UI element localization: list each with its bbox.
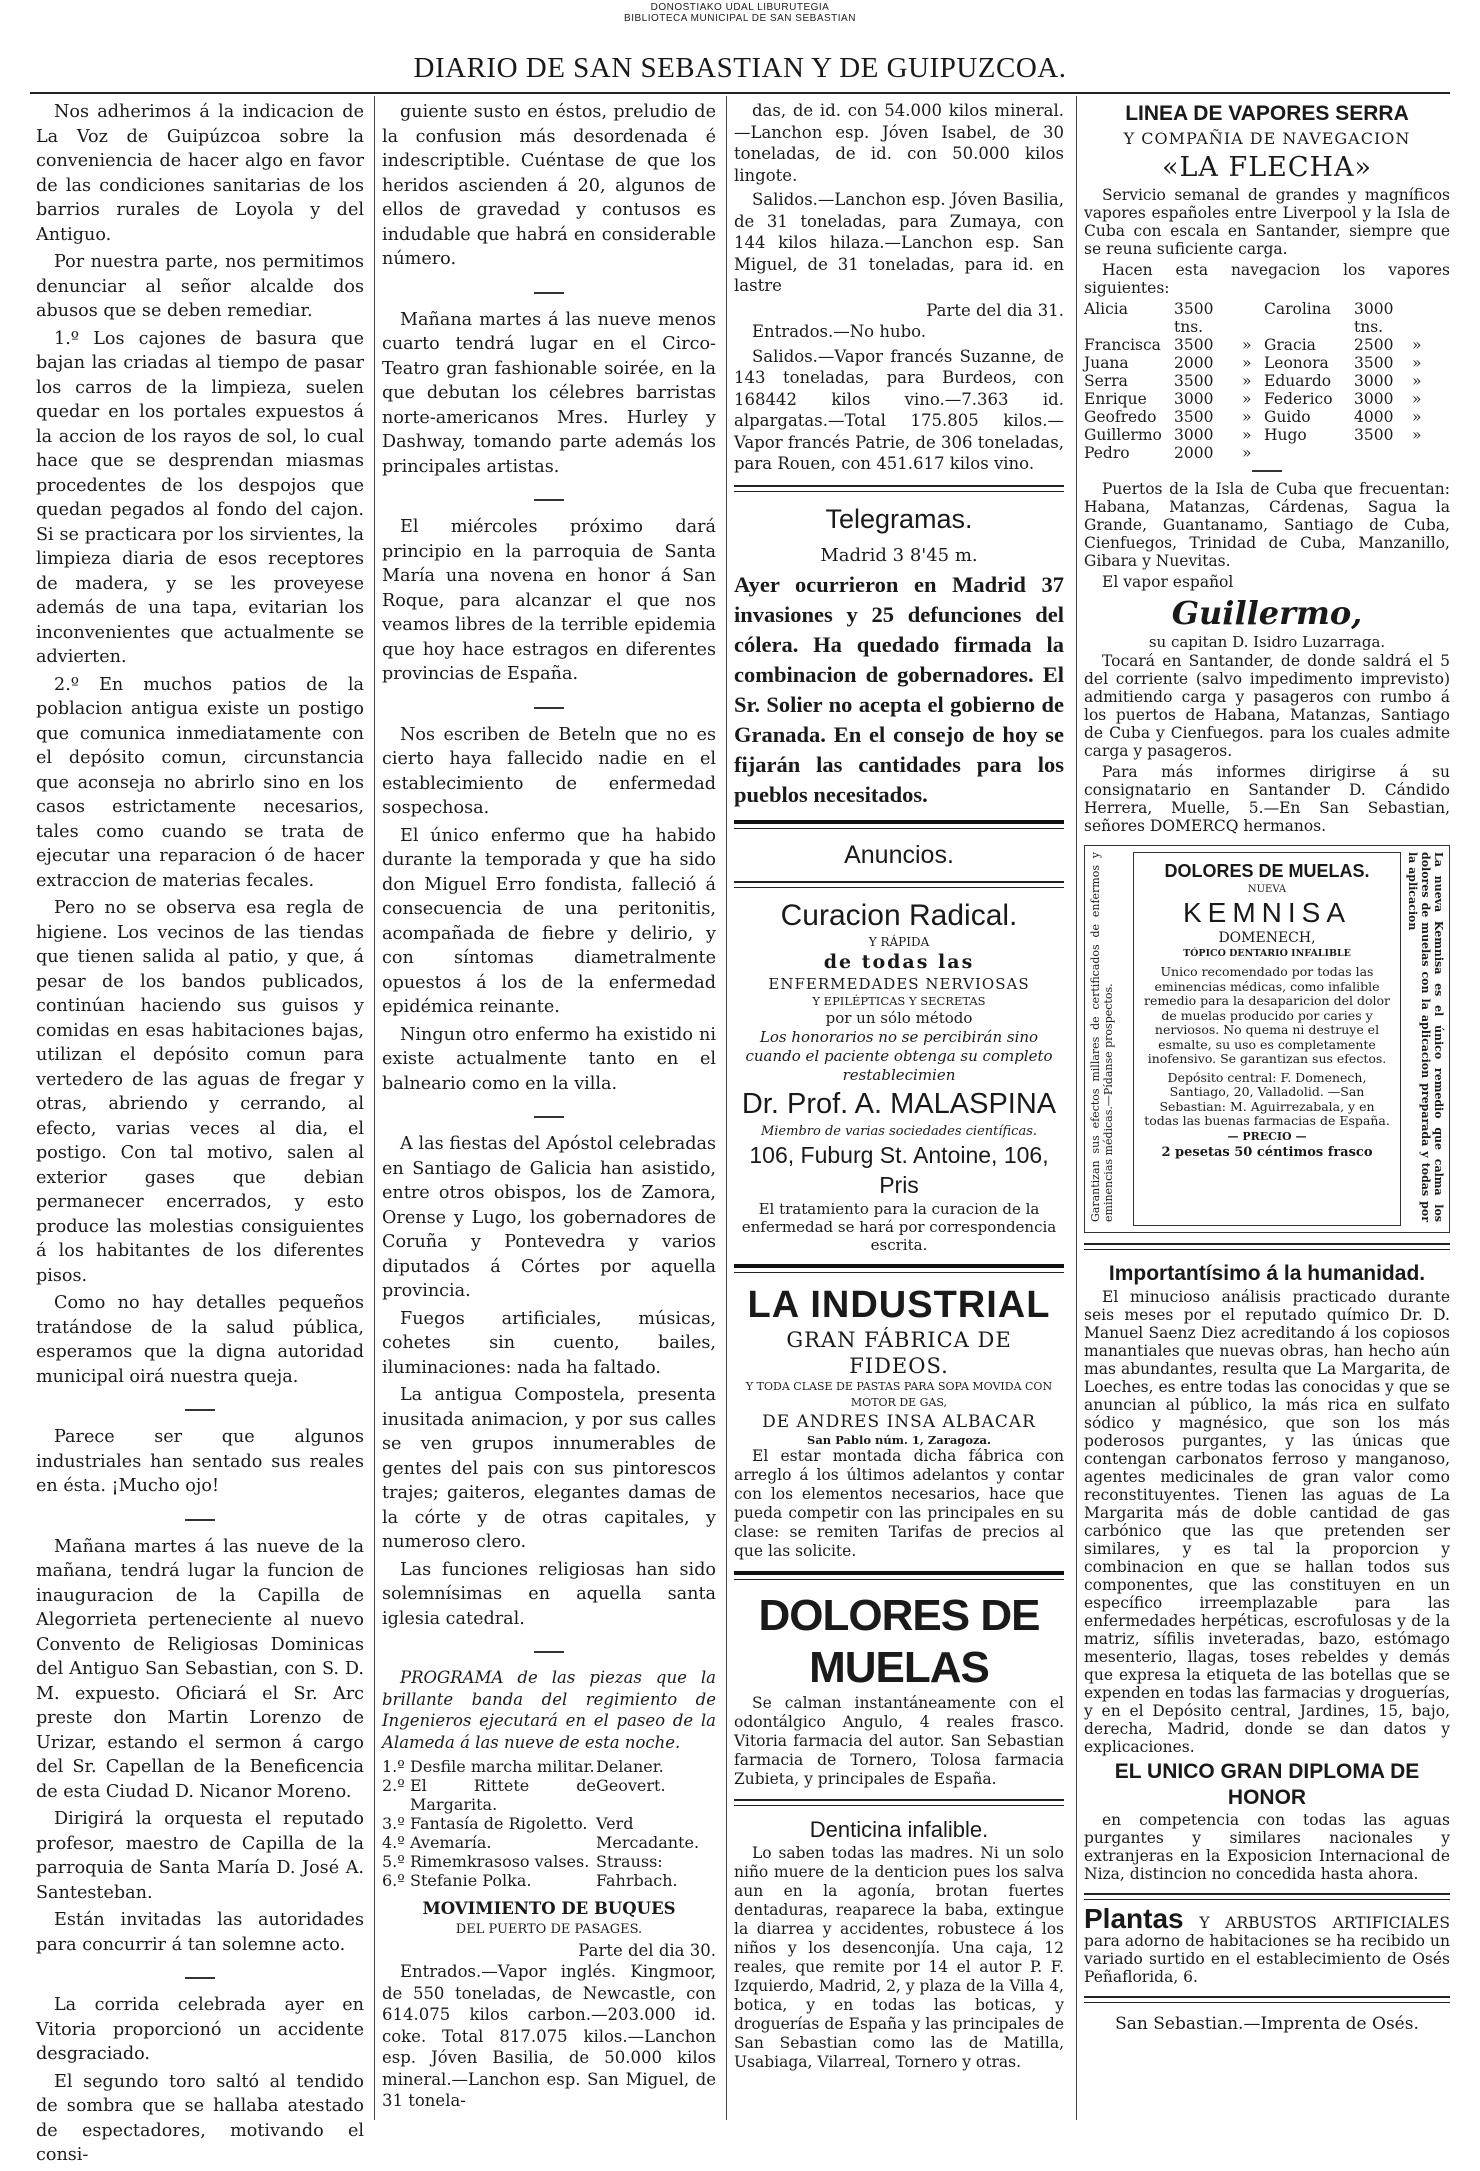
stamp-line-1: DONOSTIAKO UDAL LIBURUTEGIA	[650, 2, 830, 13]
section-rule	[734, 820, 1064, 829]
article-paragraph: Nos escriben de Beteln que no es cierto haya fallecido nadie en el establecimiento de enfermedad sospechosa.	[382, 724, 716, 818]
ad-curacion-line: de todas las	[823, 950, 975, 973]
program-number: 2.º	[382, 1776, 405, 1795]
column-divider-3	[1076, 96, 1077, 2120]
ad-curacion-member: Miembro de varias sociedades científicas.	[760, 1123, 1038, 1139]
telegram-date: Madrid 3 8'45 m.	[820, 544, 978, 566]
fleet-cell: 4000	[1354, 408, 1394, 426]
ad-margarita-text: El minucioso análisis practicado durante seis meses por el reputado químico Dr. D. Manuel Saenz Diez acreditando á los copiosos manantiales que nuevas obras, han hecho aún mas abundantes, resulta que La Margarita, de Loeches, es entre todas las conocidas y que se anuncian al público, la más rica en sulfato sódico y magnésico, que son los más poderosos purgantes, y las únicas que contengan carbonatos ferroso y manganoso, agentes medicinales de gran valor como reconstituyentes. Tienen las aguas de La Margarita más de doble cantidad de gas carbónico que las que pretenden ser similares, y es tal la proporcion y combinacion en que se hallan todos sus componentes, que las constituyen en un específico irreemplazable para las enfermedades herpéticas, escrofulosas y de la matriz, sífilis inveteradas, bazo, estómago mesenterio, llagas, toses rebeldes y demás que expresa la etiqueta de las botellas que se expenden en todas las farmacias y droguerías, y en el Depósito central, Jardines, 15, bajo, derecha, Madrid, donde se dan datos y explicaciones.	[1084, 1288, 1450, 1756]
fleet-cell: »	[1242, 354, 1252, 372]
stamp-line-2: BIBLIOTECA MUNICIPAL DE SAN SEBASTIAN	[624, 13, 856, 24]
ad-industrial-subtitle: GRAN FÁBRICA DE FIDEOS.	[786, 1327, 1012, 1378]
fleet-cell: 3000	[1174, 390, 1214, 408]
fleet-cell: Juana	[1084, 354, 1129, 372]
program-author: Delaner.	[596, 1757, 664, 1776]
article-paragraph: El único enfermo que ha habido durante la temporada y que ha sido don Miguel Erro fondista, falleció á consecuencia de una peritonitis, acompañada de fiebre y delirio, y con síntomas diametralmente opuestos á los de la enfermedad epidémica reinante.	[382, 825, 716, 1017]
ad-kemnisa-new: NUEVA	[1247, 884, 1287, 895]
fleet-cell	[1412, 444, 1432, 462]
shipping-paragraph: Entrados.—No hubo.	[752, 322, 927, 341]
fleet-cell: Guillermo	[1084, 426, 1162, 444]
telegram-text: Ayer ocurrieron en Madrid 37 invasiones y 25 defunciones del cólera. Ha quedado firmada la combinacion de gobernadores. El Sr. Solier no acepta el gobierno de Granada. En el consejo de hoy se fijarán las cantidades para los pueblos necesitados.	[734, 571, 1064, 807]
ad-dolores-title: DOLORES DE MUELAS	[758, 1590, 1040, 1692]
article-separator	[534, 707, 564, 709]
ad-serra-text: Para más informes dirigirse á su consignatario en Santander D. Cándido Herrera, Muelle, 5.—En San Sebastian, señores DOMERCQ hermanos.	[1084, 763, 1450, 835]
ad-kemnisa-price: 2 pesetas 50 céntimos frasco	[1161, 1144, 1373, 1160]
ad-diploma-title: EL UNICO GRAN DIPLOMA DE HONOR	[1114, 1760, 1420, 1809]
ad-serra-text: Puertos de la Isla de Cuba que frecuentan: Habana, Matanzas, Cárdenas, Sagua la Grande, Guantanamo, Santiago de Cuba, Cienfuegos, Trinidad de Cuba, Manzanillo, Gibara y Nuevitas.	[1084, 480, 1450, 570]
ad-industrial-line: San Pablo núm. 1, Zaragoza.	[807, 1432, 991, 1447]
fleet-cell: »	[1412, 390, 1422, 408]
ad-kemnisa-box	[1084, 845, 1450, 1233]
fleet-cell	[1412, 300, 1432, 336]
fleet-cell: Hugo	[1264, 426, 1307, 444]
fleet-cell: Enrique	[1084, 390, 1147, 408]
fleet-cell: »	[1242, 390, 1252, 408]
fleet-cell: 3000 tns.	[1354, 300, 1394, 336]
ad-industrial-line: DE ANDRES INSA ALBACAR	[762, 1411, 1036, 1432]
column-4	[1084, 100, 1450, 2035]
fleet-cell: 3500	[1174, 372, 1214, 390]
program-row	[382, 1852, 716, 1871]
program-piece: Fantasía de Rigoletto.	[410, 1814, 588, 1833]
ad-serra-flecha: «LA FLECHA»	[1161, 152, 1373, 183]
movement-title: MOVIMIENTO DE BUQUES	[422, 1899, 676, 1918]
article-paragraph: Por nuestra parte, nos permitimos denunciar al señor alcalde dos abusos que se deben remediar.	[36, 252, 364, 321]
article-paragraph: El segundo toro saltó al tendido de sombra que se hallaba atestado de espectadores, motivando el consi-	[36, 2071, 364, 2165]
ad-margarita-title: Importantísimo á la humanidad.	[1108, 1262, 1426, 1285]
fleet-cell: »	[1242, 372, 1252, 390]
program-row	[382, 1833, 716, 1852]
article-separator	[534, 292, 564, 294]
fleet-table	[1084, 300, 1450, 462]
fleet-cell: Gracia	[1264, 336, 1316, 354]
fleet-cell: »	[1412, 372, 1422, 390]
fleet-cell: Leonora	[1264, 354, 1329, 372]
shipping-paragraph: das, de id. con 54.000 kilos mineral.—Lanchon esp. Jóven Isabel, de 30 toneladas, de id. con 50.000 kilos lingote.	[734, 101, 1064, 185]
article-paragraph: Parece ser que algunos industriales han sentado sus reales en ésta. ¡Mucho ojo!	[36, 1427, 364, 1496]
fleet-cell: »	[1242, 426, 1252, 444]
fleet-cell: 2000	[1174, 354, 1214, 372]
program-number: 1.º	[382, 1757, 405, 1776]
ad-curacion-address: 106, Fuburg St. Antoine, 106, Pris	[749, 1141, 1049, 1198]
fleet-cell	[1264, 444, 1354, 462]
fleet-cell: Serra	[1084, 372, 1128, 390]
column-1	[36, 100, 364, 2171]
ad-serra-subtitle: Y COMPAÑIA DE NAVEGACION	[1123, 129, 1411, 148]
article-paragraph: Nos adherimos á la indicacion de La Voz de Guipúzcoa sobre la conveniencia de hacer algo en favor de las condiciones sanitarias de los barrios rurales de Loyola y del Antiguo.	[36, 102, 364, 245]
section-rule	[734, 881, 1064, 888]
article-paragraph: 1.º Los cajones de basura que bajan las criadas al tiempo de pasar los carros de la limpieza, suelen quedar en los portales expuestos á la accion de los rayos de sol, lo cual hace que se desprendan miasmas procedentes de los despojos que quedan pegados al fondo del cajon. Si se practicara por los sirvientes, la limpieza diaria de esos receptores de madera, y se les proveyese además de una tapa, evitarian los inconvenientes que actualmente se advierten.	[36, 328, 364, 667]
program-number: 3.º	[382, 1814, 405, 1833]
fleet-cell: »	[1412, 408, 1422, 426]
program-piece: El Rittete de Margarita.	[410, 1776, 596, 1814]
article-paragraph: guiente susto en éstos, preludio de la confusion más desordenada é indescriptible. Cuéntase de que los heridos ascienden á 20, algunos de ellos de gravedad y contusos es indudable que habrá en considerable número.	[382, 102, 716, 269]
ad-industrial-text: El estar montada dicha fábrica con arreglo á los últimos adelantos y contar con los elementos necesarios, hace que pueda competir con las principales en su clase: se remiten Tarifas de precios al que las solicite.	[734, 1446, 1064, 1560]
ad-kemnisa-depot: Depósito central: F. Domenech, Santiago, 20, Valladolid. —San Sebastian: M. Aguirrezabala, y en todas las buenas farmacias de España.	[1144, 1069, 1390, 1128]
fleet-cell: 2000	[1174, 444, 1214, 462]
ad-kemnisa-brand: KEMNISA	[1182, 897, 1352, 928]
ad-kemnisa-tag: TÓPICO DENTARIO INFALIBLE	[1183, 948, 1351, 959]
fleet-cell: 3000	[1354, 372, 1394, 390]
ad-kemnisa-side-right: La nueva Kemnisa es el único remedio que calma los dolores de muelas con la aplicacion preparada y todas por la aplicacion	[1406, 852, 1445, 1222]
fleet-cell: 3500	[1174, 408, 1214, 426]
ad-separator	[1252, 470, 1282, 472]
section-rule	[1084, 1996, 1450, 2003]
ad-curacion-line: El tratamiento para la curacion de la enfermedad se hará por correspondencia escrita.	[741, 1199, 1057, 1254]
program-author: Strauss:	[596, 1852, 663, 1871]
fleet-cell: 2500	[1354, 336, 1394, 354]
fleet-cell: »	[1412, 336, 1422, 354]
ad-industrial-title: LA INDUSTRIAL	[747, 1283, 1051, 1326]
program-row	[382, 1776, 716, 1814]
ad-curacion-line: Los honorarios no se percibirán sino cuando el paciente obtenga su completo restablecimien	[745, 1027, 1053, 1084]
program-author: Geovert.	[596, 1776, 666, 1795]
fleet-cell	[1354, 444, 1412, 462]
article-paragraph: Como no hay detalles pequeños tratándose de la salud pública, esperamos que la digna autoridad municipal oirá nuestra queja.	[36, 1293, 364, 1387]
program-row	[382, 1757, 716, 1776]
section-rule	[734, 1264, 1064, 1273]
program-piece: Rimemkrasoso valses.	[410, 1852, 590, 1871]
ad-curacion-line: Y RÁPIDA	[868, 934, 930, 949]
movement-date: Parte del dia 30.	[578, 1940, 716, 1960]
program-row	[382, 1871, 716, 1890]
article-separator	[185, 1977, 215, 1979]
ads-heading: Anuncios.	[844, 840, 954, 869]
ad-serra-title: LINEA DE VAPORES SERRA	[1125, 102, 1409, 125]
ad-curacion-line: Y EPILÉPTICAS Y SECRETAS	[812, 993, 986, 1008]
article-paragraph: La antigua Compostela, presenta inusitada animacion, y por sus calles se ven grupos innumerables de gentes del pais con sus pintorescos trajes; gaiteros, elegantes damas de la córte y de otras capitales, y numeroso clero.	[382, 1385, 716, 1552]
ad-kemnisa-inner	[1133, 852, 1401, 1226]
fleet-cell: Pedro	[1084, 444, 1130, 462]
article-paragraph: 2.º En muchos patios de la poblacion antigua existe un postigo que comunica inmediatamente con el depósito comun, circunstancia que aconseja no abrirlo sino en los casos estrictamente necesarios, tales como cuando se trata de ejecutar una reparacion ó de hacer extraccion de materias fecales.	[36, 674, 364, 891]
article-separator	[534, 499, 564, 501]
program-title: PROGRAMA de las piezas que la brillante banda del regimiento de Ingenieros ejecutará en el paseo de la Alameda á las nueve de esta noche.	[382, 1668, 716, 1752]
article-paragraph: Dirigirá la orquesta el reputado profesor, maestro de Capilla de la parroquia de Santa María D. José A. Santesteban.	[36, 1809, 364, 1903]
article-paragraph: Fuegos artificiales, músicas, cohetes sin cuento, bailes, iluminaciones: nada ha faltado.	[382, 1308, 716, 1378]
program-number: 5.º	[382, 1852, 405, 1871]
column-divider-1	[374, 96, 375, 2120]
section-rule	[1084, 1893, 1450, 1900]
fleet-cell: Geofredo	[1084, 408, 1157, 426]
program-author: Verd	[596, 1814, 634, 1833]
fleet-cell: »	[1412, 354, 1422, 372]
program-author: Mercadante.	[596, 1833, 700, 1852]
masthead-rule	[30, 92, 1450, 94]
article-separator	[534, 1116, 564, 1118]
ad-curacion-title: Curacion Radical.	[780, 898, 1018, 932]
article-paragraph: Las funciones religiosas han sido solemnísimas en aquella santa iglesia catedral.	[382, 1559, 716, 1629]
fleet-cell: 3000	[1354, 390, 1394, 408]
program-author: Fahrbach.	[596, 1871, 678, 1890]
program-number: 6.º	[382, 1871, 405, 1890]
ad-curacion-line: ENFERMEDADES NERVIOSAS	[768, 974, 1030, 993]
ad-kemnisa-price-label: — PRECIO —	[1227, 1129, 1307, 1143]
fleet-cell: 3000	[1174, 426, 1214, 444]
program-piece: Avemaría.	[410, 1833, 492, 1852]
article-separator	[534, 1651, 564, 1653]
ad-plants-title: Plantas	[1084, 1903, 1184, 1934]
ad-curacion-line: por un sólo método	[825, 1008, 973, 1027]
ad-industrial-line: Y TODA CLASE DE PASTAS PARA SOPA MOVIDA CON MOTOR DE GAS,	[745, 1379, 1053, 1409]
ad-dolores-text: Se calman instantáneamente con el odontálgico Angulo, 4 reales frasco. Vitoria farmacia del autor. San Sebastian farmacia de Tornero, Tolosa farmacia Zubieta, y principales de España.	[734, 1693, 1064, 1788]
article-paragraph: Mañana martes á las nueve de la mañana, tendrá lugar la funcion de inauguracion de la Capilla de Alegorrieta perteneciente al nuevo Convento de Religiosas Dominicas del Antiguo San Sebastian, con S. D. M. expuesto. Oficiará el Sr. Arc preste don Martin Lorenzo de Urizar, estando el sermon á cargo del Sr. Capellan de la Beneficencia de esta Ciudad D. Nicanor Moreno.	[36, 1536, 364, 1802]
column-divider-2	[726, 96, 727, 2120]
fleet-cell: Alicia	[1084, 300, 1128, 318]
telegrams-heading: Telegramas.	[825, 503, 973, 534]
section-rule	[734, 1799, 1064, 1806]
fleet-cell: 3500	[1354, 354, 1394, 372]
movement-subtitle: DEL PUERTO DE PASAGES.	[455, 1921, 643, 1937]
ad-kemnisa-side-left: Garantizan sus efectos millares de certificados de enfermos y eminencias médicas.—Pídanse prospectos.	[1089, 852, 1115, 1222]
ad-serra-ship: Guillermo,	[1171, 594, 1363, 632]
article-paragraph: La corrida celebrada ayer en Vitoria proporcionó un accidente desgraciado.	[36, 1995, 364, 2064]
ad-kemnisa-maker: DOMENECH,	[1218, 930, 1316, 946]
fleet-cell: 3500	[1174, 336, 1214, 354]
newspaper-masthead: DIARIO DE SAN SEBASTIAN Y DE GUIPUZCOA.	[413, 52, 1067, 84]
fleet-cell: 3500 tns.	[1174, 300, 1214, 336]
section-rule	[1084, 1243, 1450, 1250]
program-piece: Stefanie Polka.	[410, 1871, 532, 1890]
ad-serra-text: El vapor español	[1102, 573, 1234, 591]
ad-denticina-title: Denticina infalible.	[809, 1816, 989, 1842]
article-separator	[185, 1519, 215, 1521]
column-3	[734, 100, 1064, 2075]
fleet-cell: »	[1412, 426, 1422, 444]
fleet-cell: Eduardo	[1264, 372, 1332, 390]
program-list	[382, 1757, 716, 1890]
article-separator	[185, 1409, 215, 1411]
ad-plants-text: Y ARBUSTOS ARTIFICIALES para adorno de habitaciones se ha recibido un variado surtido en el establecimiento de Osés Peñaflorida, 6.	[1084, 1914, 1450, 1986]
fleet-cell: »	[1242, 408, 1252, 426]
fleet-cell: Federico	[1264, 390, 1333, 408]
fleet-cell: Guido	[1264, 408, 1311, 426]
ad-kemnisa-text: Unico recomendado por todas las eminencias médicas, como infalible remedio para la desaparicion del dolor de muelas producido por caries y nerviosos. No quema ni destruye el esmalte, su uso es completamente inofensivo. Se garantizan sus efectos.	[1143, 964, 1391, 1066]
ad-denticina-text: Lo saben todas las madres. Ni un solo niño muere de la denticion pues los salva aun en la agonía, brotan fuertes dentaduras, reaparece la baba, extingue la diarrea y accidentes, robustece á los niños y los desenconjía. Una caja, 12 reales, que remite por 14 el autor P. F. Izquierdo, Madrid, 2, y plaza de la Villa 4, botica, y en todas las boticas, y droguerías de España y las principales de San Sebastian como las de Matilla, Usabiaga, Vilarreal, Tornero y otras.	[734, 1843, 1064, 2071]
ad-serra-text: Tocará en Santander, de donde saldrá el 5 del corriente (salvo impedimento imprevisto) admitiendo carga y pasageros con rumbo á los puertos de Habana, Matanzas, Santiago de Cuba y Cienfuegos. para los cuales admite carga y pasageros.	[1084, 652, 1450, 760]
program-row	[382, 1814, 716, 1833]
program-number: 4.º	[382, 1833, 405, 1852]
article-paragraph: A las fiestas del Apóstol celebradas en Santiago de Galicia han asistido, entre otros obispos, los de Zamora, Orense y Lugo, los gobernadores de Coruña y Pontevedra y varios diputados á Córtes por aquella provincia.	[382, 1134, 716, 1301]
article-paragraph: Mañana martes á las nueve menos cuarto tendrá lugar en el Circo-Teatro gran fashionable soirée, en la que debutan los célebres barristas norte-americanos Mres. Hurley y Dashway, tomando parte además los principales artistas.	[382, 309, 716, 477]
shipping-date: Parte del dia 31.	[926, 300, 1064, 320]
ad-plants	[1084, 1903, 1450, 1986]
ad-serra-text: Servicio semanal de grandes y magníficos vapores españoles entre Liverpool y la Isla de Cuba con escala en Santander, siempre que se reuna suficiente carga.	[1084, 186, 1450, 258]
fleet-cell: »	[1242, 336, 1252, 354]
program-piece: Desfile marcha militar.	[410, 1757, 595, 1776]
article-paragraph: Están invitadas las autoridades para concurrir á tan solemne acto.	[36, 1910, 364, 1955]
shipping-paragraph: Salidos.—Vapor francés Suzanne, de 143 toneladas, para Burdeos, con 168442 kilos vino.—7.363 id. alpargatas.—Total 175.805 kilos.—Vapor francés Patrie, de 306 toneladas, para Rouen, con 451.617 kilos vino.	[734, 346, 1064, 473]
ad-diploma-text: en competencia con todas las aguas purgantes y similares nacionales y extranjeras en la Exposicion Internacional de Niza, distincion no concedida hasta ahora.	[1084, 1811, 1450, 1883]
article-paragraph: El miércoles próximo dará principio en la parroquia de Santa María una novena en honor á San Roque, para alcanzar el que nos veamos libres de la terrible epidemia que hoy hace estragos en diferentes provincias de España.	[382, 517, 716, 684]
shipping-paragraph: Salidos.—Lanchon esp. Jóven Basilia, de 31 toneladas, para Zumaya, con 144 kilos hilaza.—Lanchon esp. San Miguel, de 31 toneladas, para id. en lastre	[734, 190, 1064, 295]
ad-serra-text: Hacen esta navegacion los vapores siguientes:	[1084, 261, 1450, 297]
section-rule	[734, 1571, 1064, 1580]
fleet-cell	[1242, 300, 1264, 336]
fleet-cell: 3500	[1354, 426, 1394, 444]
ad-kemnisa-title: DOLORES DE MUELAS.	[1164, 861, 1370, 881]
section-rule	[734, 485, 1064, 492]
fleet-cell: Carolina	[1264, 300, 1331, 318]
ad-serra-captain: su capitan D. Isidro Luzarraga.	[1148, 633, 1386, 651]
article-paragraph: Ningun otro enfermo ha existido ni existe actualmente tanto en el balneario como en la villa.	[382, 1024, 716, 1094]
ad-curacion-doctor: Dr. Prof. A. MALASPINA	[741, 1087, 1057, 1120]
article-paragraph: Pero no se observa esa regla de higiene. Los vecinos de las tiendas que tienen salida al patio, y que, á pesar de los bandos publicados, continúan haciendo sus guisos y comidas en esas habitaciones bajas, utilizan el depósito comun para vertedero de las aguas de fregar y otras, abriendo y cerrando, al efecto, varias veces al dia, el postigo. Con tal motivo, salen al exterior gases que debian permanecer encerrados, y esto produce las molestias consiguientes á los habitantes de los diferentes pisos.	[36, 898, 364, 1286]
library-stamp	[0, 2, 1480, 24]
fleet-cell: »	[1242, 444, 1252, 462]
movement-text: Entrados.—Vapor inglés. Kingmoor, de 550 toneladas, de Newcastle, con 614.075 kilos carbon.—203.000 id. coke. Total 817.075 kilos.—Lanchon esp. Jóven Basilia, de 50.000 kilos mineral.—Lanchon esp. San Miguel, de 31 tonela-	[382, 1962, 716, 2110]
column-2	[382, 100, 716, 2115]
imprint: San Sebastian.—Imprenta de Osés.	[1115, 2014, 1419, 2034]
fleet-cell: Francisca	[1084, 336, 1161, 354]
